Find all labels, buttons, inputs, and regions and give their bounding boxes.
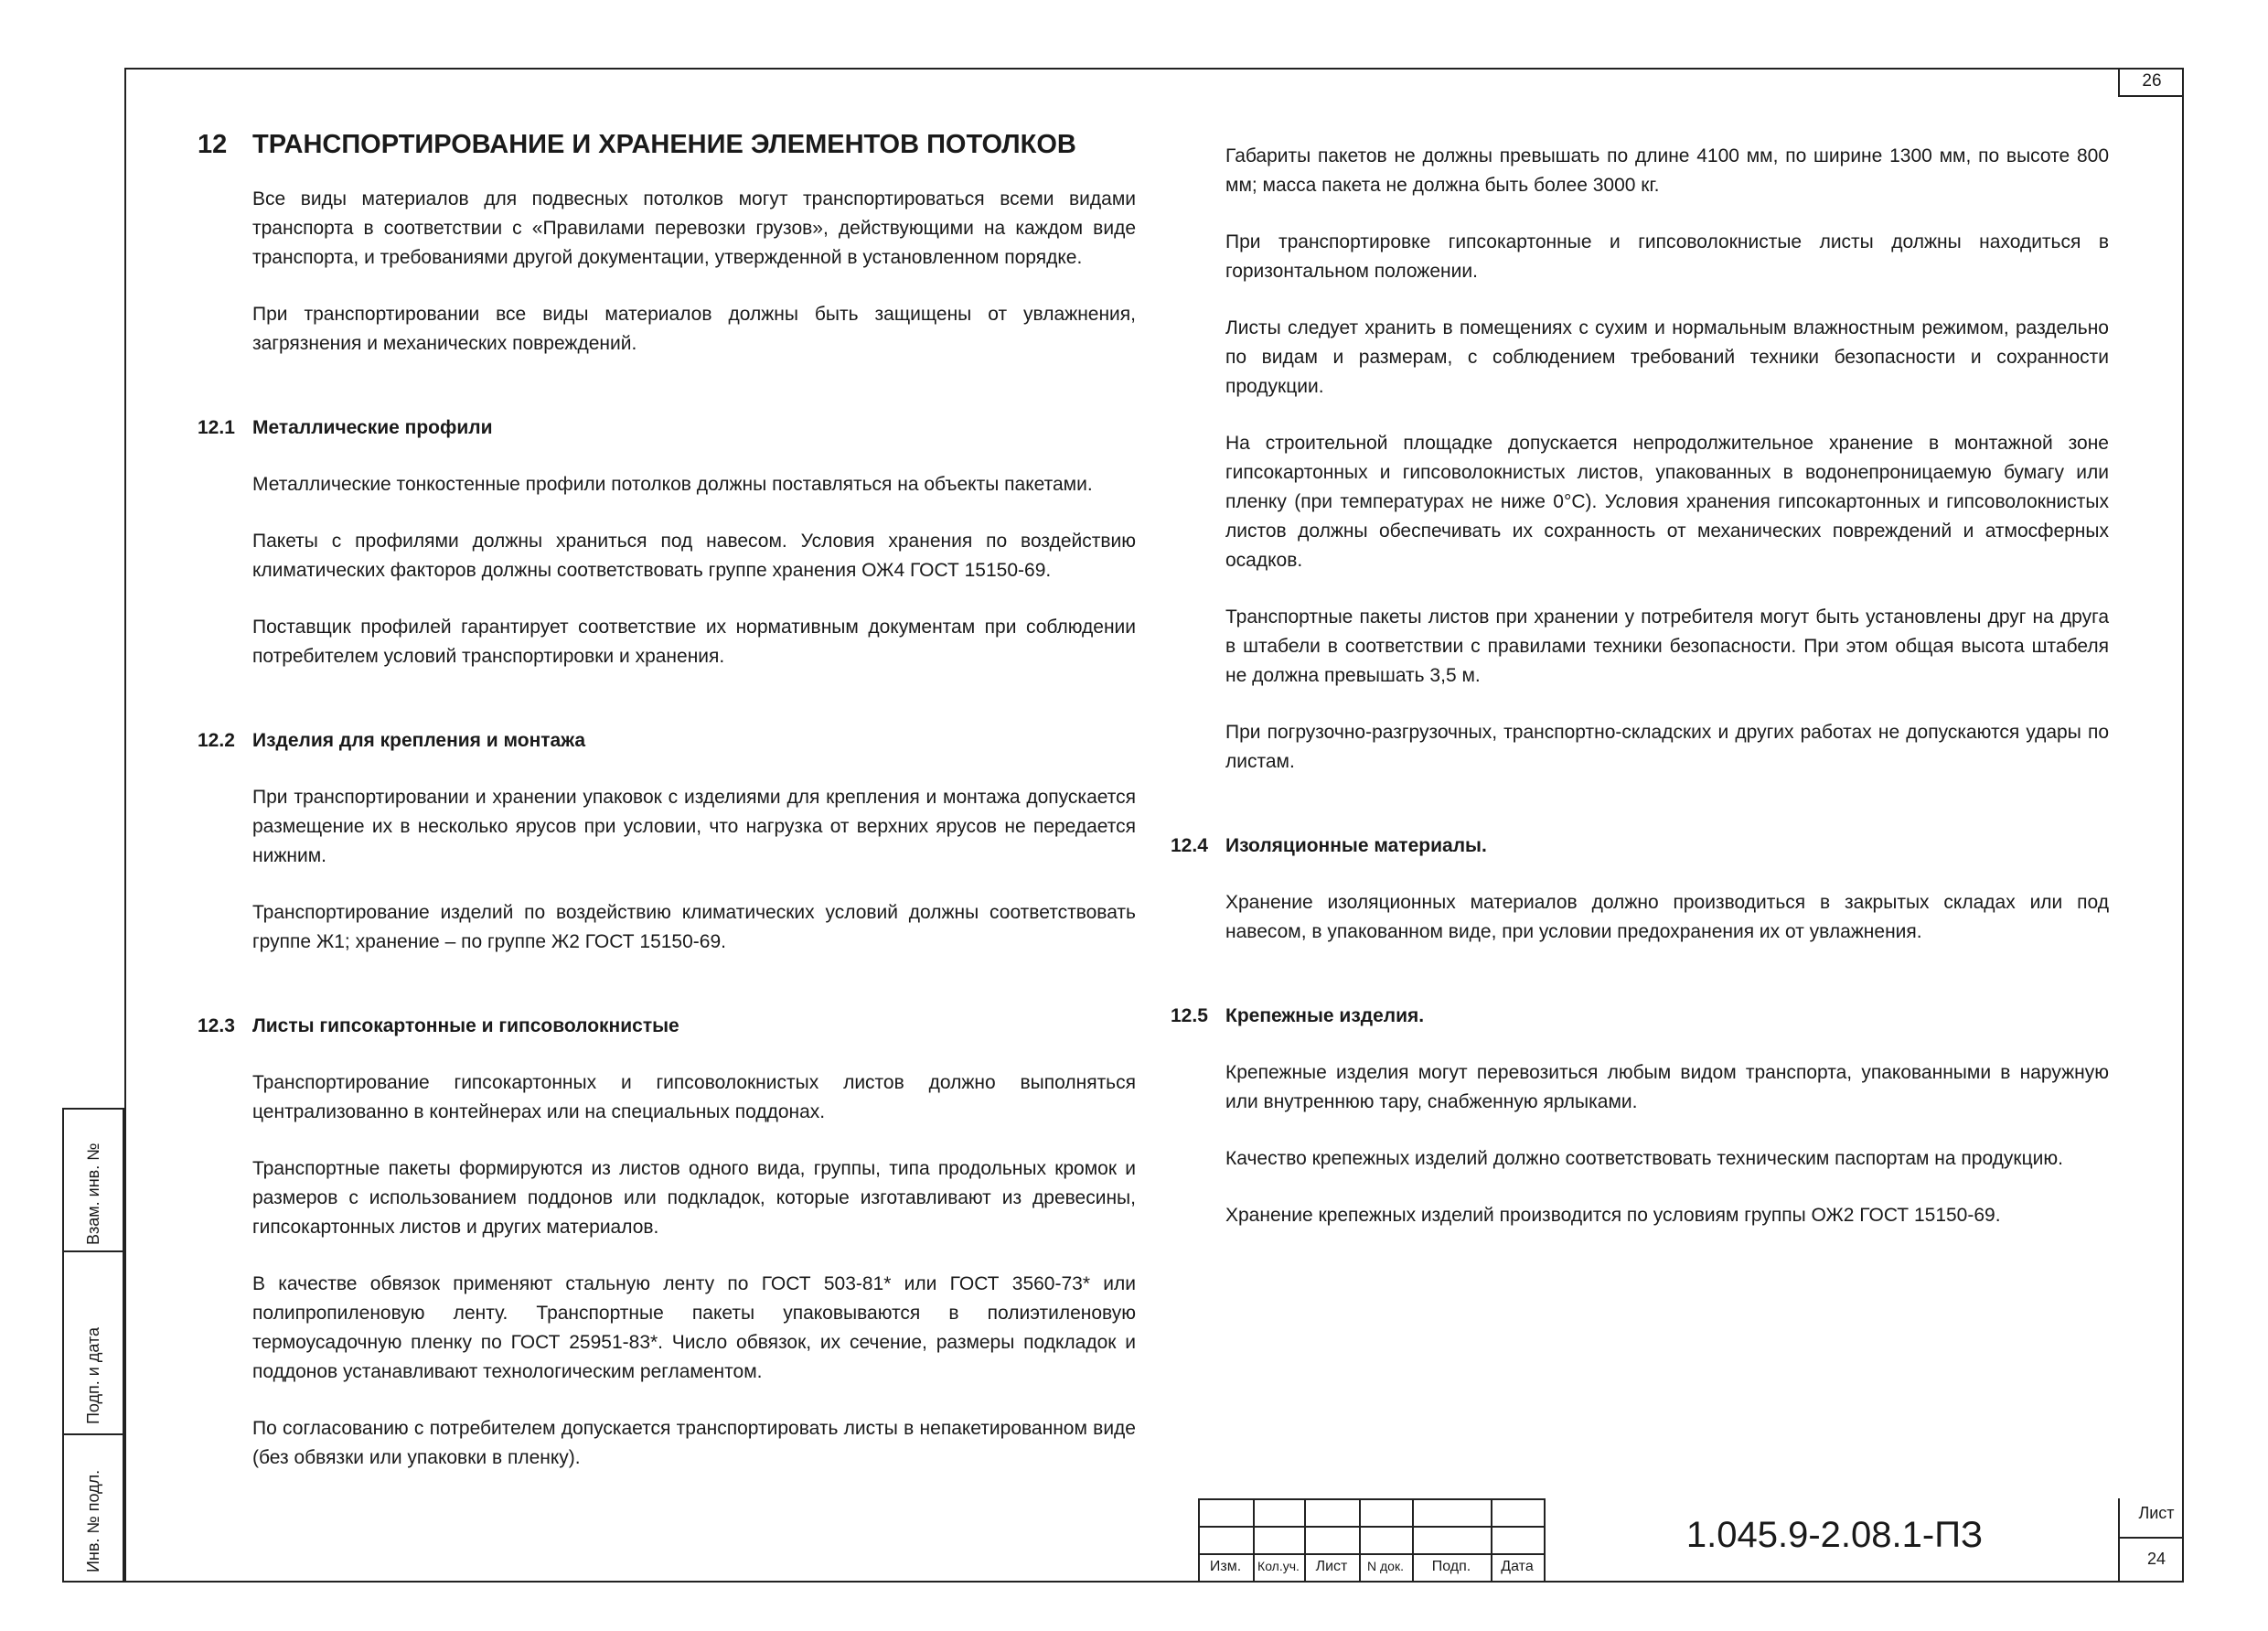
subsection-title: Изделия для крепления и монтажа: [252, 730, 586, 751]
paragraph: В качестве обвязок применяют стальную ленту по ГОСТ 503-81* или ГОСТ 3560-73* или полипропиленовую ленту. Транспортные пакеты упаковываются в полиэтиленовую термоусадочную пленку по ГОСТ 25951-83*. Число обвязок, их сечение, размеры подкладок и поддонов устанавливают технологическим регламентом.: [252, 1273, 1136, 1382]
paragraph: Транспортирование изделий по воздействию климатических условий должны соответствовать группе Ж1; хранение – по группе Ж2 ГОСТ 15150-69.: [252, 902, 1136, 952]
subsection-heading-12-3: [198, 1012, 1136, 1041]
section-title: ТРАНСПОРТИРОВАНИЕ И ХРАНЕНИЕ ЭЛЕМЕНТОВ ПОТОЛКОВ: [252, 130, 1076, 159]
paragraph: Транспортные пакеты формируются из листов одного вида, группы, типа продольных кромок и размеров с использованием поддонов или подкладок, которые изготавливают из древесины, гипсокартонных листов и других материалов.: [252, 1158, 1136, 1238]
subsection-heading-12-2: [198, 726, 1136, 756]
stamp-sheet-label: Лист: [2138, 1504, 2175, 1522]
right-column: [1171, 142, 2109, 1258]
side-cell-podp: [64, 1252, 123, 1435]
stamp-label-podp: Подп.: [1431, 1559, 1471, 1574]
subsection-title: Листы гипсокартонные и гипсоволокнистые: [252, 1015, 679, 1036]
subsection-title: Металлические профили: [252, 417, 493, 438]
subsection-heading-12-5: [1171, 1002, 2109, 1031]
subsection-title: Крепежные изделия.: [1225, 1005, 1425, 1026]
paragraph: Металлические тонкостенные профили потолков должны поставляться на объекты пакетами.: [252, 474, 1093, 495]
section-heading: [198, 128, 1136, 161]
subsection-number: 12.4: [1171, 835, 1208, 856]
side-cell-inv: [64, 1435, 123, 1581]
stamp-sheet-number: 24: [2146, 1550, 2166, 1568]
paragraph: При транспортировании и хранении упаковок с изделиями для крепления и монтажа допускается размещение их в несколько ярусов при условии, что нагрузка от верхних ярусов не передается нижним.: [252, 787, 1136, 866]
subsection-number: 12.1: [198, 417, 235, 438]
document-number: 1.045.9-2.08.1-ПЗ: [1685, 1515, 1984, 1555]
subsection-heading-12-4: [1171, 832, 2109, 861]
side-label-vzam: Взам. инв. №: [84, 1143, 102, 1245]
paragraph: По согласованию с потребителем допускается транспортировать листы в непакетированном виде (без обвязки или упаковки в пленку).: [252, 1418, 1136, 1468]
paragraph: Поставщик профилей гарантирует соответствие их нормативным документам при соблюдении потребителем условий транспортировки и хранения.: [252, 617, 1136, 667]
paragraph: Пакеты с профилями должны храниться под навесом. Условия хранения по воздействию климатических факторов должны соответствовать группе хранения ОЖ4 ГОСТ 15150-69.: [252, 531, 1136, 581]
subsection-number: 12.3: [198, 1015, 235, 1036]
subsection-number: 12.2: [198, 730, 235, 751]
paragraph: На строительной площадке допускается непродолжительное хранение в монтажной зоне гипсокартонных и гипсоволокнистых листов, упакованных в водонепроницаемую бумагу или пленку (при температурах не ниже 0°С). Условия хранения гипсокартонных и гипсоволокнистых листов должны обеспечивать их сохранность от механических повреждений и атмосферных осадков.: [1225, 433, 2109, 571]
paragraph: Крепежные изделия могут перевозиться любым видом транспорта, упакованными в наружную или внутреннюю тару, снабженную ярлыками.: [1225, 1062, 2109, 1112]
stamp-label-list: Лист: [1315, 1559, 1348, 1574]
stamp-label-data: Дата: [1501, 1559, 1534, 1574]
paragraph: При транспортировании все виды материалов должны быть защищены от увлажнения, загрязнения и механических повреждений.: [252, 304, 1136, 354]
section-number: 12: [198, 130, 228, 159]
subsection-number: 12.5: [1171, 1005, 1208, 1026]
side-label-podp: Подп. и дата: [84, 1326, 102, 1424]
side-label-inv: Инв. № подл.: [84, 1469, 102, 1572]
paragraph: Габариты пакетов не должны превышать по длине 4100 мм, по ширине 1300 мм, по высоте 800 мм; масса пакета не должна быть более 3000 кг.: [1225, 145, 2109, 196]
side-stamp: [62, 1108, 124, 1583]
paragraph: Транспортирование гипсокартонных и гипсоволокнистых листов должно выполняться централизованно в контейнерах или на специальных поддонах.: [252, 1072, 1136, 1122]
paragraph: Листы следует хранить в помещениях с сухим и нормальным влажностным режимом, раздельно по видам и размерам, с соблюдением требований техники безопасности и сохранности продукции.: [1225, 317, 2109, 397]
paragraph: При транспортировке гипсокартонные и гипсоволокнистые листы должны находиться в горизонтальном положении.: [1225, 231, 2109, 282]
stamp-label-izm: Изм.: [1209, 1559, 1242, 1574]
subsection-heading-12-1: [198, 413, 1136, 443]
sheet-number-top: 26: [2118, 68, 2184, 97]
paragraph: При погрузочно-разгрузочных, транспортно-складских и других работах не допускаются удары по листам.: [1225, 722, 2109, 772]
paragraph: Все виды материалов для подвесных потолков могут транспортироваться всеми видами транспорта в соответствии с «Правилами перевозки грузов», действующими на каждом виде транспорта, и требованиями другой документации, утвержденной в установленном порядке.: [252, 188, 1136, 268]
stamp-label-kol: Кол.уч.: [1257, 1559, 1300, 1573]
paragraph: Качество крепежных изделий должно соответствовать техническим паспортам на продукцию.: [1225, 1148, 2063, 1169]
stamp-label-ndok: N док.: [1367, 1559, 1404, 1573]
side-cell-vzam: [64, 1110, 123, 1252]
subsection-title: Изоляционные материалы.: [1225, 835, 1487, 856]
left-column: [198, 128, 1136, 1500]
paragraph: Хранение изоляционных материалов должно производиться в закрытых складах или под навесом, в упакованном виде, при условии предохранения их от увлажнения.: [1225, 892, 2109, 942]
paragraph: Хранение крепежных изделий производится по условиям группы ОЖ2 ГОСТ 15150-69.: [1225, 1205, 2001, 1226]
paragraph: Транспортные пакеты листов при хранении у потребителя могут быть установлены друг на друга в штабели в соответствии с правилами техники безопасности. При этом общая высота штабеля не должна превышать 3,5 м.: [1225, 606, 2109, 686]
